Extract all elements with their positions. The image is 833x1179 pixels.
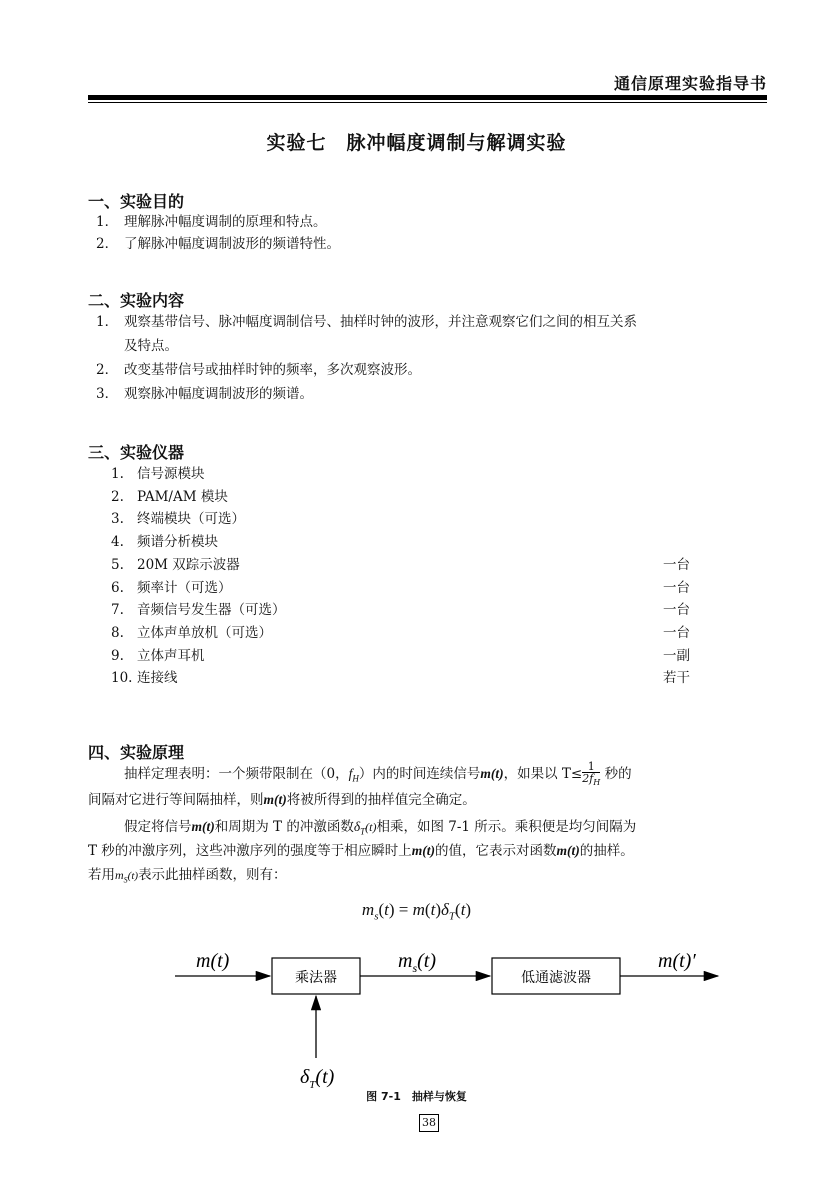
instrument-item: 2. PAM/AM 模块 bbox=[111, 489, 228, 505]
section-heading-purpose: 一、实验目的 bbox=[88, 192, 185, 211]
instrument-item: 4. 频谱分析模块 bbox=[111, 534, 218, 550]
impulse-train-label: $\delta_T(t)$ bbox=[300, 1066, 335, 1090]
figure-caption: 图 7-1 抽样与恢复 bbox=[366, 1090, 467, 1103]
principle-paragraph-1-line-1: 抽样定理表明：一个频带限制在（0，$f_H$）内的时间连续信号m(t)，如果以 T≤ $\frac{1}{2f_H}$ 秒的 bbox=[124, 759, 632, 788]
instrument-quantity: 若干 bbox=[663, 670, 690, 686]
page-title: 实验七 脉冲幅度调制与解调实验 bbox=[266, 132, 567, 154]
block-diagram-figure bbox=[0, 940, 833, 1090]
instrument-quantity: 一台 bbox=[663, 625, 690, 641]
sampling-equation: $m_s(t) = m(t)\delta_T(t)$ bbox=[361, 900, 472, 923]
instrument-item: 10. 连接线 bbox=[111, 670, 178, 686]
instrument-item: 8. 立体声单放机（可选） bbox=[111, 625, 272, 641]
principle-paragraph-1-line-2: 间隔对它进行等间隔抽样，则m(t)将被所得到的抽样值完全确定。 bbox=[88, 792, 476, 808]
sampled-signal-label: $m_s(t)$ bbox=[398, 950, 437, 975]
header-rule-thin bbox=[88, 102, 767, 103]
list-item: 1． 观察基带信号、脉冲幅度调制信号、抽样时钟的波形，并注意观察它们之间的相互关系 bbox=[96, 314, 637, 330]
instrument-quantity: 一台 bbox=[663, 602, 690, 618]
input-signal-label: m(t) bbox=[196, 950, 230, 972]
filter-label: 低通滤波器 bbox=[521, 970, 591, 986]
running-header: 通信原理实验指导书 bbox=[613, 74, 767, 93]
output-signal-label: m(t)′ bbox=[658, 950, 696, 972]
list-item: 2． 改变基带信号或抽样时钟的频率，多次观察波形。 bbox=[96, 362, 421, 378]
instrument-quantity: 一台 bbox=[663, 557, 690, 573]
multiplier-label: 乘法器 bbox=[295, 970, 337, 986]
list-item-continuation: 及特点。 bbox=[124, 338, 178, 354]
instrument-quantity: 一副 bbox=[663, 648, 690, 664]
principle-paragraph-2-line-2: T 秒的冲激序列，这些冲激序列的强度等于相应瞬时上m(t)的值，它表示对函数m(t)的抽样。 bbox=[88, 843, 634, 859]
list-item: 1． 理解脉冲幅度调制的原理和特点。 bbox=[96, 214, 327, 230]
list-item: 2． 了解脉冲幅度调制波形的频谱特性。 bbox=[96, 236, 340, 252]
section-heading-instruments: 三、实验仪器 bbox=[88, 443, 185, 462]
principle-paragraph-2-line-1: 假定将信号m(t)和周期为 T 的冲激函数$\delta_T(t)$相乘，如图 7-1 所示。乘积便是均匀间隔为 bbox=[124, 819, 637, 837]
instrument-item: 9. 立体声耳机 bbox=[111, 648, 205, 664]
list-item: 3． 观察脉冲幅度调制波形的频谱。 bbox=[96, 386, 313, 402]
page-number: 38 bbox=[419, 1114, 439, 1132]
instrument-item: 3. 终端模块（可选） bbox=[111, 511, 245, 527]
instrument-item: 1. 信号源模块 bbox=[111, 466, 205, 482]
instrument-item: 5. 20M 双踪示波器 bbox=[111, 557, 240, 573]
principle-paragraph-2-line-3: 若用$m_S(t)$表示此抽样函数，则有： bbox=[88, 867, 287, 885]
instrument-item: 7. 音频信号发生器（可选） bbox=[111, 602, 286, 618]
section-heading-content: 二、实验内容 bbox=[88, 291, 185, 310]
section-heading-principle: 四、实验原理 bbox=[88, 743, 185, 762]
instrument-item: 6. 频率计（可选） bbox=[111, 580, 232, 596]
header-rule-thick bbox=[88, 95, 767, 100]
instrument-quantity: 一台 bbox=[663, 580, 690, 596]
